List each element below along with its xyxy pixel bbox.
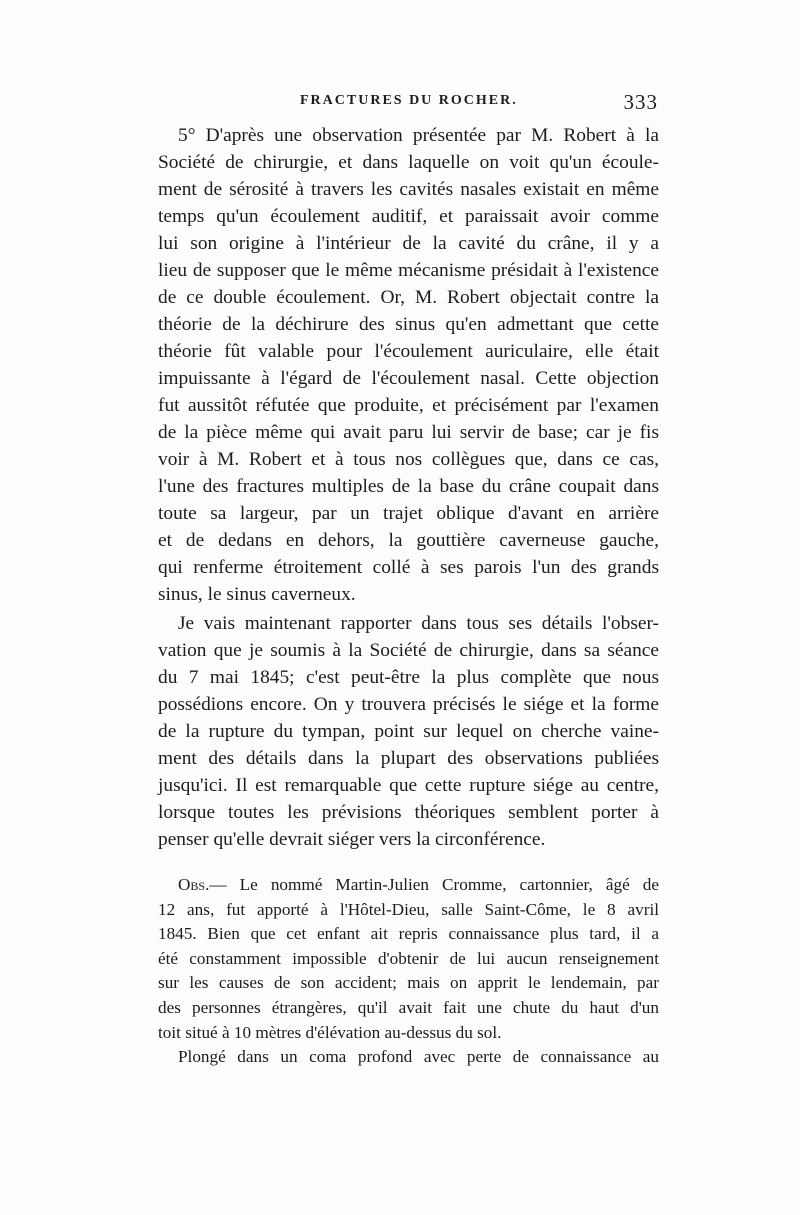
running-title: FRACTURES DU ROCHER. bbox=[300, 93, 518, 108]
text-line: vation que je soumis à la Société de chirurgie, dans sa séance bbox=[158, 640, 659, 661]
text-line: théorie fût valable pour l'écoulement auriculaire, elle était bbox=[158, 341, 659, 362]
text-line: toute sa largeur, par un trajet oblique d'avant en arrière bbox=[158, 503, 659, 524]
observation-block bbox=[138, 873, 659, 1070]
text-line: ment des détails dans la plupart des observations publiées bbox=[158, 748, 659, 769]
text-line: Je vais maintenant rapporter dans tous ses détails l'obser- bbox=[178, 613, 659, 634]
page-number: 333 bbox=[623, 90, 658, 114]
text-line: lui son origine à l'intérieur de la cavité du crâne, il y a bbox=[158, 233, 659, 254]
text-line: jusqu'ici. Il est remarquable que cette rupture siége au centre, bbox=[158, 775, 659, 796]
text-line: l'une des fractures multiples de la base du crâne coupait dans bbox=[158, 476, 659, 497]
text-line: de ce double écoulement. Or, M. Robert objectait contre la bbox=[158, 287, 659, 308]
observation-label: Obs. bbox=[178, 875, 210, 894]
text-line: Plongé dans un coma profond avec perte de connaissance au bbox=[178, 1047, 659, 1067]
running-head bbox=[138, 90, 658, 119]
observation-line-text: — Le nommé Martin-Julien Cromme, cartonnier, âgé de bbox=[209, 875, 659, 894]
text-line: voir à M. Robert et à tous nos collègues que, dans ce cas, bbox=[158, 449, 659, 470]
continuation-paragraph bbox=[138, 1045, 659, 1070]
text-line: théorie de la déchirure des sinus qu'en admettant que cette bbox=[158, 314, 659, 335]
text-line: 1845. Bien que cet enfant ait repris connaissance plus tard, il a bbox=[158, 924, 659, 944]
text-line: sinus, le sinus caverneux. bbox=[158, 584, 356, 605]
text-line: du 7 mai 1845; c'est peut-être la plus complète que nous bbox=[158, 667, 659, 688]
text-line: et de dedans en dehors, la gouttière caverneuse gauche, bbox=[158, 530, 659, 551]
text-line: impuissante à l'égard de l'écoulement nasal. Cette objection bbox=[158, 368, 659, 389]
text-line: lorsque toutes les prévisions théoriques semblent porter à bbox=[158, 802, 659, 823]
text-line: de la rupture du tympan, point sur lequel on cherche vaine- bbox=[158, 721, 659, 742]
text-line: Société de chirurgie, et dans laquelle on voit qu'un écoule- bbox=[158, 152, 659, 173]
main-text bbox=[138, 122, 659, 853]
text-line: temps qu'un écoulement auditif, et paraissait avoir comme bbox=[158, 206, 659, 227]
text-line: ment de sérosité à travers les cavités nasales existait en même bbox=[158, 179, 659, 200]
text-line: 5° D'après une observation présentée par M. Robert à la bbox=[178, 125, 659, 146]
text-line: de la pièce même qui avait paru lui servir de base; car je fis bbox=[158, 422, 659, 443]
text-line: qui renferme étroitement collé à ses parois l'un des grands bbox=[158, 557, 659, 578]
text-line: 12 ans, fut apporté à l'Hôtel-Dieu, salle Saint-Côme, le 8 avril bbox=[158, 899, 659, 919]
text-line: été constamment impossible d'obtenir de lui aucun renseignement bbox=[158, 948, 659, 968]
text-line: des personnes étrangères, qu'il avait fait une chute du haut d'un bbox=[158, 997, 659, 1017]
text-line: fut aussitôt réfutée que produite, et précisément par l'examen bbox=[158, 395, 659, 416]
text-line: sur les causes de son accident; mais on apprit le lendemain, par bbox=[158, 973, 659, 993]
text-line: possédions encore. On y trouvera précisés le siége et la forme bbox=[158, 694, 659, 715]
text-line: toit situé à 10 mètres d'élévation au-dessus du sol. bbox=[158, 1022, 502, 1042]
paragraph-1 bbox=[138, 122, 659, 608]
text-line bbox=[138, 873, 659, 898]
text-line: penser qu'elle devrait siéger vers la circonférence. bbox=[158, 829, 546, 850]
text-line: lieu de supposer que le même mécanisme présidait à l'existence bbox=[158, 260, 659, 281]
paragraph-2 bbox=[138, 610, 659, 853]
observation-paragraph bbox=[138, 873, 659, 1045]
